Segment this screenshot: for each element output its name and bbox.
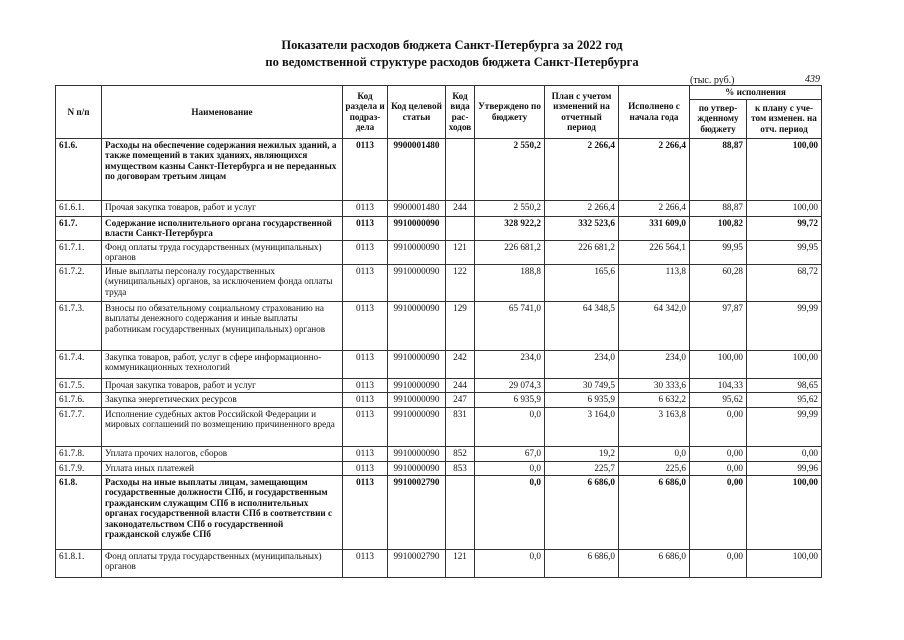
cell-approved: 0,0 xyxy=(475,407,545,446)
cell-approved: 6 935,9 xyxy=(475,392,545,407)
table-row xyxy=(56,216,822,240)
cell-section: 0113 xyxy=(343,301,388,350)
cell-article: 9910000090 xyxy=(388,240,446,264)
cell-plan: 30 749,5 xyxy=(545,378,619,392)
col-header-pct-approved: по утвер-жденному бюджету xyxy=(690,99,747,138)
cell-executed: 2 266,4 xyxy=(619,138,690,200)
cell-executed: 2 266,4 xyxy=(619,200,690,216)
cell-pct-plan: 100,00 xyxy=(747,138,822,200)
cell-type: 853 xyxy=(446,461,475,475)
cell-approved: 67,0 xyxy=(475,446,545,461)
cell-pct-approved: 100,00 xyxy=(690,350,747,378)
cell-num: 61.7.1. xyxy=(56,240,102,264)
table-row xyxy=(56,461,822,475)
cell-article: 9910000090 xyxy=(388,392,446,407)
cell-executed: 6 686,0 xyxy=(619,549,690,577)
cell-pct-approved: 88,87 xyxy=(690,200,747,216)
page-number: 439 xyxy=(805,74,820,85)
cell-plan: 6 686,0 xyxy=(545,549,619,577)
col-header-executed: Исполнено с начала года xyxy=(619,86,690,139)
cell-section: 0113 xyxy=(343,446,388,461)
cell-pct-approved: 99,95 xyxy=(690,240,747,264)
cell-name: Прочая закупка товаров, работ и услуг xyxy=(102,200,343,216)
cell-article: 9910002790 xyxy=(388,475,446,549)
cell-pct-plan: 100,00 xyxy=(747,549,822,577)
cell-article: 9910000090 xyxy=(388,350,446,378)
table-row xyxy=(56,138,822,200)
cell-name: Уплата иных платежей xyxy=(102,461,343,475)
cell-section: 0113 xyxy=(343,461,388,475)
cell-section: 0113 xyxy=(343,138,388,200)
cell-executed: 30 333,6 xyxy=(619,378,690,392)
cell-num: 61.7.7. xyxy=(56,407,102,446)
cell-pct-plan: 99,72 xyxy=(747,216,822,240)
cell-approved: 0,0 xyxy=(475,475,545,549)
cell-name: Закупка товаров, работ, услуг в сфере информационно-коммуникационных технологий xyxy=(102,350,343,378)
cell-article: 9910000090 xyxy=(388,461,446,475)
cell-section: 0113 xyxy=(343,240,388,264)
cell-article: 9910000090 xyxy=(388,216,446,240)
cell-plan: 2 266,4 xyxy=(545,138,619,200)
cell-executed: 226 564,1 xyxy=(619,240,690,264)
cell-type: 242 xyxy=(446,350,475,378)
cell-type: 121 xyxy=(446,549,475,577)
cell-name: Уплата прочих налогов, сборов xyxy=(102,446,343,461)
cell-section: 0113 xyxy=(343,549,388,577)
cell-num: 61.7.4. xyxy=(56,350,102,378)
cell-plan: 165,6 xyxy=(545,264,619,301)
cell-article: 9910000090 xyxy=(388,446,446,461)
cell-section: 0113 xyxy=(343,407,388,446)
cell-executed: 6 686,0 xyxy=(619,475,690,549)
cell-pct-approved: 0,00 xyxy=(690,407,747,446)
cell-section: 0113 xyxy=(343,378,388,392)
cell-plan: 2 266,4 xyxy=(545,200,619,216)
cell-plan: 3 164,0 xyxy=(545,407,619,446)
document-subtitle: по ведомственной структуре расходов бюджета Санкт-Петербурга xyxy=(265,55,639,69)
cell-article: 9900001480 xyxy=(388,200,446,216)
table-row xyxy=(56,475,822,549)
cell-article: 9910000090 xyxy=(388,301,446,350)
cell-section: 0113 xyxy=(343,350,388,378)
col-header-section: Код раздела и подраз-дела xyxy=(343,86,388,139)
cell-type xyxy=(446,216,475,240)
cell-num: 61.7.8. xyxy=(56,446,102,461)
cell-executed: 0,0 xyxy=(619,446,690,461)
table-row xyxy=(56,378,822,392)
cell-pct-plan: 68,72 xyxy=(747,264,822,301)
cell-article: 9910000090 xyxy=(388,378,446,392)
document-title: Показатели расходов бюджета Санкт-Петербурга за 2022 год xyxy=(281,38,623,52)
cell-pct-approved: 97,87 xyxy=(690,301,747,350)
cell-name: Расходы на обеспечение содержания нежилых зданий, а также помещений в таких зданиях, являющихся имуществом казны Санкт-Петербурга и не переданных по договорам третьим лицам xyxy=(102,138,343,200)
cell-executed: 6 632,2 xyxy=(619,392,690,407)
table-row xyxy=(56,549,822,577)
cell-pct-plan: 99,96 xyxy=(747,461,822,475)
cell-type: 244 xyxy=(446,378,475,392)
cell-pct-approved: 0,00 xyxy=(690,461,747,475)
table-row xyxy=(56,301,822,350)
cell-type: 244 xyxy=(446,200,475,216)
cell-num: 61.7.9. xyxy=(56,461,102,475)
cell-executed: 225,6 xyxy=(619,461,690,475)
units-label: (тыс. руб.) xyxy=(690,75,735,86)
col-header-pct-group: % исполнения xyxy=(690,86,822,100)
cell-approved: 188,8 xyxy=(475,264,545,301)
cell-num: 61.6. xyxy=(56,138,102,200)
cell-approved: 2 550,2 xyxy=(475,200,545,216)
cell-approved: 234,0 xyxy=(475,350,545,378)
expenditure-table xyxy=(55,85,822,578)
cell-section: 0113 xyxy=(343,475,388,549)
cell-name: Расходы на иные выплаты лицам, замещающим государственные должности СПб, и государственным гражданским служащим СПб в исполнительных органах государственной власти СПб в соответствии с законодательством СПб о государственной гражданской службе СПб xyxy=(102,475,343,549)
cell-article: 9910002790 xyxy=(388,549,446,577)
cell-approved: 2 550,2 xyxy=(475,138,545,200)
table-row xyxy=(56,240,822,264)
cell-executed: 3 163,8 xyxy=(619,407,690,446)
cell-approved: 328 922,2 xyxy=(475,216,545,240)
cell-type: 121 xyxy=(446,240,475,264)
cell-pct-approved: 104,33 xyxy=(690,378,747,392)
cell-article: 9910000090 xyxy=(388,407,446,446)
cell-article: 9900001480 xyxy=(388,138,446,200)
cell-pct-approved: 0,00 xyxy=(690,446,747,461)
cell-name: Прочая закупка товаров, работ и услуг xyxy=(102,378,343,392)
cell-section: 0113 xyxy=(343,264,388,301)
cell-pct-approved: 60,28 xyxy=(690,264,747,301)
cell-pct-plan: 98,65 xyxy=(747,378,822,392)
col-header-type: Код вида рас-ходов xyxy=(446,86,475,139)
cell-type: 831 xyxy=(446,407,475,446)
cell-section: 0113 xyxy=(343,216,388,240)
col-header-article: Код целевой статьи xyxy=(388,86,446,139)
cell-section: 0113 xyxy=(343,200,388,216)
cell-approved: 65 741,0 xyxy=(475,301,545,350)
cell-num: 61.8. xyxy=(56,475,102,549)
cell-pct-plan: 100,00 xyxy=(747,350,822,378)
table-row xyxy=(56,392,822,407)
cell-plan: 6 935,9 xyxy=(545,392,619,407)
cell-pct-plan: 99,95 xyxy=(747,240,822,264)
cell-pct-approved: 0,00 xyxy=(690,549,747,577)
cell-num: 61.7. xyxy=(56,216,102,240)
cell-type: 247 xyxy=(446,392,475,407)
cell-pct-approved: 100,82 xyxy=(690,216,747,240)
col-header-name: Наименование xyxy=(102,86,343,139)
col-header-plan: План с учетом изменений на отчетный период xyxy=(545,86,619,139)
cell-num: 61.8.1. xyxy=(56,549,102,577)
cell-name: Фонд оплаты труда государственных (муниципальных) органов xyxy=(102,549,343,577)
col-header-approved: Утверждено по бюджету xyxy=(475,86,545,139)
cell-plan: 234,0 xyxy=(545,350,619,378)
cell-pct-plan: 100,00 xyxy=(747,475,822,549)
cell-pct-plan: 99,99 xyxy=(747,301,822,350)
cell-name: Содержание исполнительного органа государственной власти Санкт-Петербурга xyxy=(102,216,343,240)
col-header-num: N п/п xyxy=(56,86,102,139)
table-row xyxy=(56,200,822,216)
table-row xyxy=(56,350,822,378)
cell-plan: 64 348,5 xyxy=(545,301,619,350)
cell-type xyxy=(446,475,475,549)
cell-executed: 331 609,0 xyxy=(619,216,690,240)
cell-executed: 234,0 xyxy=(619,350,690,378)
cell-name: Исполнение судебных актов Российской Федерации и мировых соглашений по возмещению причиненного вреда xyxy=(102,407,343,446)
cell-pct-plan: 99,99 xyxy=(747,407,822,446)
cell-num: 61.7.5. xyxy=(56,378,102,392)
cell-type: 129 xyxy=(446,301,475,350)
cell-pct-plan: 0,00 xyxy=(747,446,822,461)
cell-type: 852 xyxy=(446,446,475,461)
cell-num: 61.7.6. xyxy=(56,392,102,407)
cell-pct-approved: 95,62 xyxy=(690,392,747,407)
cell-plan: 225,7 xyxy=(545,461,619,475)
cell-name: Фонд оплаты труда государственных (муниципальных) органов xyxy=(102,240,343,264)
cell-pct-plan: 100,00 xyxy=(747,200,822,216)
cell-pct-approved: 0,00 xyxy=(690,475,747,549)
cell-approved: 226 681,2 xyxy=(475,240,545,264)
cell-name: Закупка энергетических ресурсов xyxy=(102,392,343,407)
cell-pct-approved: 88,87 xyxy=(690,138,747,200)
cell-plan: 19,2 xyxy=(545,446,619,461)
cell-num: 61.6.1. xyxy=(56,200,102,216)
cell-num: 61.7.3. xyxy=(56,301,102,350)
col-header-pct-plan: к плану с уче-том изменен. на отч. период xyxy=(747,99,822,138)
cell-type xyxy=(446,138,475,200)
cell-executed: 64 342,0 xyxy=(619,301,690,350)
table-row xyxy=(56,407,822,446)
cell-section: 0113 xyxy=(343,392,388,407)
cell-approved: 0,0 xyxy=(475,461,545,475)
table-row xyxy=(56,446,822,461)
cell-approved: 29 074,3 xyxy=(475,378,545,392)
cell-plan: 226 681,2 xyxy=(545,240,619,264)
cell-type: 122 xyxy=(446,264,475,301)
cell-approved: 0,0 xyxy=(475,549,545,577)
cell-name: Взносы по обязательному социальному страхованию на выплаты денежного содержания и иные выплаты работникам государственных (муниципальных) органов xyxy=(102,301,343,350)
cell-plan: 6 686,0 xyxy=(545,475,619,549)
table-row xyxy=(56,264,822,301)
cell-name: Иные выплаты персоналу государственных (муниципальных) органов, за исключением фонда оплаты труда xyxy=(102,264,343,301)
cell-pct-plan: 95,62 xyxy=(747,392,822,407)
cell-plan: 332 523,6 xyxy=(545,216,619,240)
cell-executed: 113,8 xyxy=(619,264,690,301)
cell-article: 9910000090 xyxy=(388,264,446,301)
cell-num: 61.7.2. xyxy=(56,264,102,301)
